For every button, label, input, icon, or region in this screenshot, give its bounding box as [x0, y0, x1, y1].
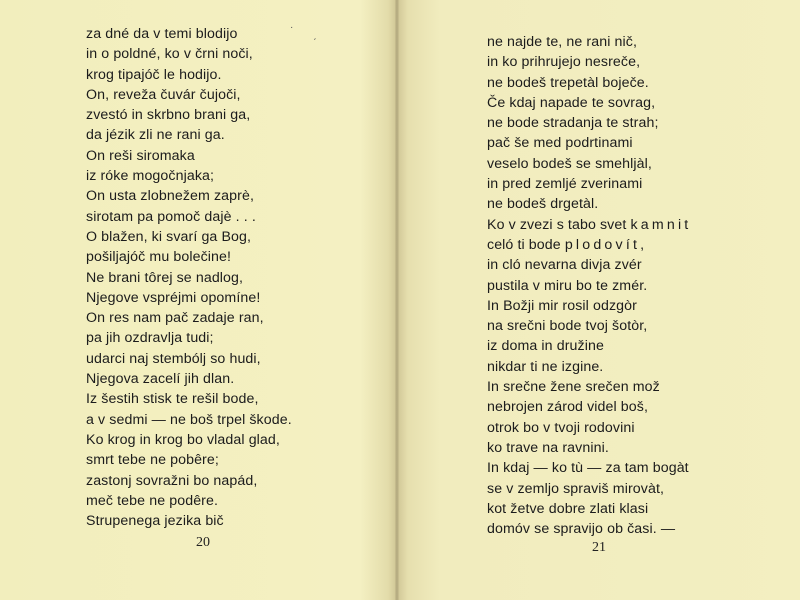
text-line-emphasis: plodovít,: [564, 236, 648, 253]
text-line: Ne brani tôrej se nadlog,: [86, 269, 244, 286]
text-line: smrt tebe ne pobêre;: [86, 452, 219, 469]
text-line: se v zemljo spraviš mirovàt,: [487, 480, 665, 497]
page-number-left: 20: [196, 535, 210, 550]
text-line: veselo bodeš se smehljàl,: [487, 155, 652, 172]
text-line: On res nam pač zadaje ran,: [86, 310, 264, 327]
text-line: iz róke mogočnjaka;: [86, 168, 215, 185]
text-line: sirotam pa pomoč dajè . . .: [86, 208, 256, 225]
text-line: Njegova zacelí jih dlan.: [86, 371, 235, 388]
text-line: ne bodeš drgetàl.: [487, 196, 599, 213]
text-line: krog tipajóč le hodijo.: [86, 66, 222, 83]
text-line: On reši siromaka: [86, 147, 195, 164]
text-line-part: celó ti bode: [487, 236, 565, 253]
text-line: in cló nevarna divja zvér: [487, 257, 642, 274]
text-line: iz doma in družine: [487, 338, 604, 355]
text-line: Če kdaj napade te sovrag,: [487, 94, 656, 111]
text-line: pač še med podrtinami: [487, 135, 633, 152]
text-line: da jézik zli ne rani ga.: [86, 127, 225, 144]
left-page-text: [86, 24, 292, 531]
book-gutter: [395, 0, 399, 600]
text-line: a v sedmi — ne boš trpel škode.: [86, 411, 292, 428]
text-line: Ko krog in krog bo vladal glad,: [86, 431, 280, 448]
stray-mark: ˏ: [313, 30, 317, 41]
text-line: O blažen, ki svarí ga Bog,: [86, 228, 252, 245]
text-line: pa jih ozdravlja tudi;: [86, 330, 214, 347]
text-line-part: Ko v zvezi s tabo svet: [487, 216, 631, 233]
text-line: in o poldné, ko v črni noči,: [86, 46, 253, 63]
text-line: Strupenega jezika bič: [86, 513, 224, 530]
text-line: In kdaj — ko tù — za tam bogàt: [487, 460, 689, 477]
text-line-emphasis: kamnit: [630, 216, 692, 233]
text-line: udarci naj stembólj so hudi,: [86, 350, 261, 367]
text-line: In Božji mir rosil odzgòr: [487, 297, 637, 314]
text-line: zastonj sovražni bo napád,: [86, 472, 258, 489]
text-line: zvestó in skrbno brani ga,: [86, 107, 251, 124]
text-line: Njegove vspréjmi opomíne!: [86, 289, 261, 306]
right-page-text: [487, 32, 691, 539]
text-line: pustila v miru bo te zmér.: [487, 277, 648, 294]
text-line: za dné da v temi blodijo: [86, 26, 238, 42]
stray-mark: ·: [290, 22, 294, 33]
text-line: nebrojen zárod videl boš,: [487, 399, 649, 416]
text-line: ko trave na ravnini.: [487, 439, 609, 456]
text-line: On usta zlobnežem zaprè,: [86, 188, 255, 205]
text-line: nikdar ti ne izgine.: [487, 358, 604, 375]
text-line: [487, 215, 691, 235]
text-line: in ko prihrujejo nesreče,: [487, 54, 641, 71]
text-line: Iz šestih stisk te rešil bode,: [86, 391, 259, 408]
text-line: otrok bo v tvoji rodovini: [487, 419, 635, 436]
text-line: domóv se spravijo ob časi. —: [487, 521, 676, 538]
page-number-right: 21: [592, 540, 606, 555]
text-line: ne bode stradanja te strah;: [487, 115, 659, 132]
text-line: na srečni bode tvoj šotòr,: [487, 318, 648, 335]
text-line: [487, 235, 691, 255]
text-line: pošiljajóč mu bolečine!: [86, 249, 232, 266]
text-line: On, reveža čuvár čujoči,: [86, 86, 241, 103]
text-line: In srečne žene srečen mož: [487, 379, 660, 396]
text-line: in pred zemljé zverinami: [487, 176, 643, 193]
text-line: ne bodeš trepetàl boječe.: [487, 74, 649, 91]
text-line: meč tebe ne podêre.: [86, 492, 219, 509]
text-line: ne najde te, ne rani nič,: [487, 34, 637, 50]
text-line: kot žetve dobre zlati klasi: [487, 500, 649, 517]
